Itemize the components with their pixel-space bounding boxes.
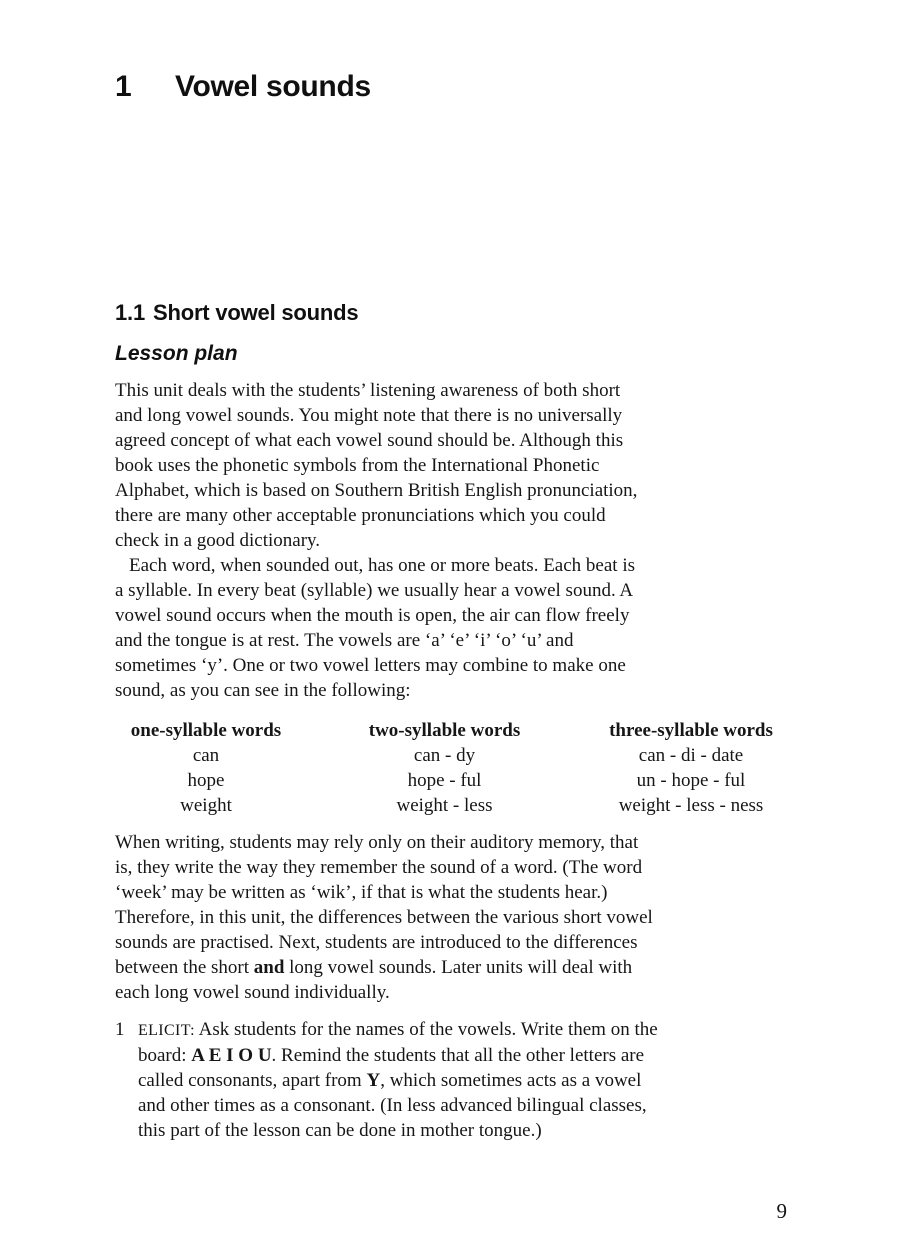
text-line: Each word, when sounded out, has one or more beats. Each beat is [129, 555, 635, 576]
text-line: and other times as a consonant. (In less advanced bilingual classes, [138, 1095, 647, 1116]
text-line: ELICIT: Ask students for the names of the vowels. Write them on the [138, 1019, 658, 1040]
chapter-heading [115, 70, 790, 103]
text-line: check in a good dictionary. [115, 530, 321, 551]
paragraph-syllables [115, 553, 790, 703]
text-line: agreed concept of what each vowel sound should be. Although this [115, 430, 624, 451]
table-cell: weight - less - ness [618, 795, 764, 816]
table-column-header: two-syllable words [368, 720, 521, 741]
text-line: sometimes ‘y’. One or two vowel letters may combine to make one [115, 655, 626, 676]
list-item-number: 1 [115, 1019, 125, 1040]
text-line: sound, as you can see in the following: [115, 680, 411, 701]
section-heading [115, 300, 790, 325]
paragraph-intro [115, 378, 790, 553]
text-line: a syllable. In every beat (syllable) we usually hear a vowel sound. A [115, 580, 634, 601]
table-column-one-syllable [115, 718, 297, 818]
syllable-table [115, 718, 790, 818]
list-item-text [138, 1017, 790, 1143]
table-cell: hope - ful [407, 770, 482, 791]
text-line: Therefore, in this unit, the differences between the various short vowel [115, 907, 653, 928]
text-line: and the tongue is at rest. The vowels are ‘a’ ‘e’ ‘i’ ‘o’ ‘u’ and [115, 630, 574, 651]
table-cell: can - dy [413, 745, 476, 766]
text-line: and long vowel sounds. You might note that there is no universally [115, 405, 623, 426]
table-cell: can - di - date [638, 745, 744, 766]
page-number: 9 [776, 1199, 787, 1223]
section-number: 1.1 [115, 300, 145, 325]
table-column-three-syllable [592, 718, 790, 818]
text-line: called consonants, apart from Y, which sometimes acts as a vowel [138, 1070, 642, 1091]
numbered-list-item [115, 1017, 790, 1143]
text-line: is, they write the way they remember the sound of a word. (The word [115, 857, 643, 878]
text-line: this part of the lesson can be done in mother tongue.) [138, 1120, 542, 1141]
table-cell: un - hope - ful [636, 770, 746, 791]
table-cell: can [192, 745, 220, 766]
text-line: book uses the phonetic symbols from the International Phonetic [115, 455, 600, 476]
section-title: Short vowel sounds [153, 300, 359, 325]
chapter-number: 1 [115, 70, 132, 103]
table-cell: weight - less [396, 795, 493, 816]
table-cell: hope [187, 770, 225, 791]
text-line: When writing, students may rely only on their auditory memory, that [115, 832, 639, 853]
text-line: there are many other acceptable pronunciations which you could [115, 505, 606, 526]
paragraph-writing [115, 830, 790, 1005]
text-line: ‘week’ may be written as ‘wik’, if that is what the students hear.) [115, 882, 608, 903]
text-line: board: A E I O U. Remind the students that all the other letters are [138, 1045, 645, 1066]
lesson-plan-heading: Lesson plan [115, 342, 238, 365]
text-line: This unit deals with the students’ listening awareness of both short [115, 380, 621, 401]
table-cell: weight [180, 795, 232, 816]
text-line: between the short and long vowel sounds. Later units will deal with [115, 957, 633, 978]
table-column-header: one-syllable words [130, 720, 282, 741]
text-line: vowel sound occurs when the mouth is open, the air can flow freely [115, 605, 630, 626]
table-column-two-syllable [297, 718, 592, 818]
text-line: Alphabet, which is based on Southern British English pronunciation, [115, 480, 638, 501]
chapter-title: Vowel sounds [175, 70, 371, 103]
text-line: sounds are practised. Next, students are introduced to the differences [115, 932, 638, 953]
text-line: each long vowel sound individually. [115, 982, 390, 1003]
table-column-header: three-syllable words [609, 720, 773, 741]
